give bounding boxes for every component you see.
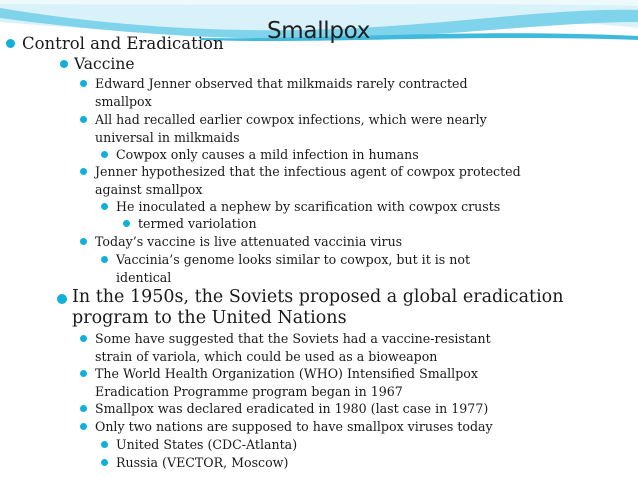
list-item: against smallpox xyxy=(95,182,203,197)
list-item: Cowpox only causes a mild infection in humans xyxy=(116,147,419,162)
bullet-icon xyxy=(80,370,87,377)
bullet-icon xyxy=(80,168,87,175)
bullet-icon xyxy=(6,39,15,48)
list-item: Edward Jenner observed that milkmaids rarely contracted xyxy=(95,76,468,91)
bullet-icon xyxy=(80,405,87,412)
list-item: Jenner hypothesized that the infectious agent of cowpox protected xyxy=(95,164,521,179)
list-item: He inoculated a nephew by scarification with cowpox crusts xyxy=(116,199,501,214)
bullet-icon xyxy=(80,423,87,430)
vaccine-heading: Vaccine xyxy=(74,55,135,73)
list-item: Russia (VECTOR, Moscow) xyxy=(116,455,289,470)
list-item: termed variolation xyxy=(138,216,257,231)
list-item: identical xyxy=(116,270,172,285)
section-heading: In the 1950s, the Soviets proposed a global eradication xyxy=(72,287,564,307)
list-item: smallpox xyxy=(95,94,152,109)
bullet-icon xyxy=(80,238,87,245)
list-item: strain of variola, which could be used as a bioweapon xyxy=(95,349,438,364)
list-item: Some have suggested that the Soviets had a vaccine-resistant xyxy=(95,331,491,346)
bullet-icon xyxy=(57,294,67,304)
bullet-icon xyxy=(123,220,130,227)
bullet-icon xyxy=(80,80,87,87)
list-item: Only two nations are supposed to have smallpox viruses today xyxy=(95,419,493,434)
list-item: Smallpox was declared eradicated in 1980 (last case in 1977) xyxy=(95,401,489,416)
slide-title: Smallpox xyxy=(267,18,371,44)
list-item: All had recalled earlier cowpox infections, which were nearly xyxy=(95,112,487,127)
bullet-icon xyxy=(101,459,108,466)
bullet-icon xyxy=(80,116,87,123)
bullet-icon xyxy=(101,151,108,158)
bullet-icon xyxy=(80,335,87,342)
list-item: Today’s vaccine is live attenuated vaccinia virus xyxy=(95,234,403,249)
bullet-icon xyxy=(101,441,108,448)
section-heading: program to the United Nations xyxy=(72,308,347,328)
list-item: universal in milkmaids xyxy=(95,130,240,145)
list-item: Vaccinia’s genome looks similar to cowpox, but it is not xyxy=(116,252,471,267)
bullet-icon xyxy=(101,256,108,263)
bullet-icon xyxy=(60,60,68,68)
list-item: Eradication Programme program began in 1967 xyxy=(95,384,403,399)
list-item: United States (CDC-Atlanta) xyxy=(116,437,298,452)
bullet-icon xyxy=(101,203,108,210)
list-item: The World Health Organization (WHO) Intensified Smallpox xyxy=(95,366,478,381)
section-heading: Control and Eradication xyxy=(22,34,224,53)
